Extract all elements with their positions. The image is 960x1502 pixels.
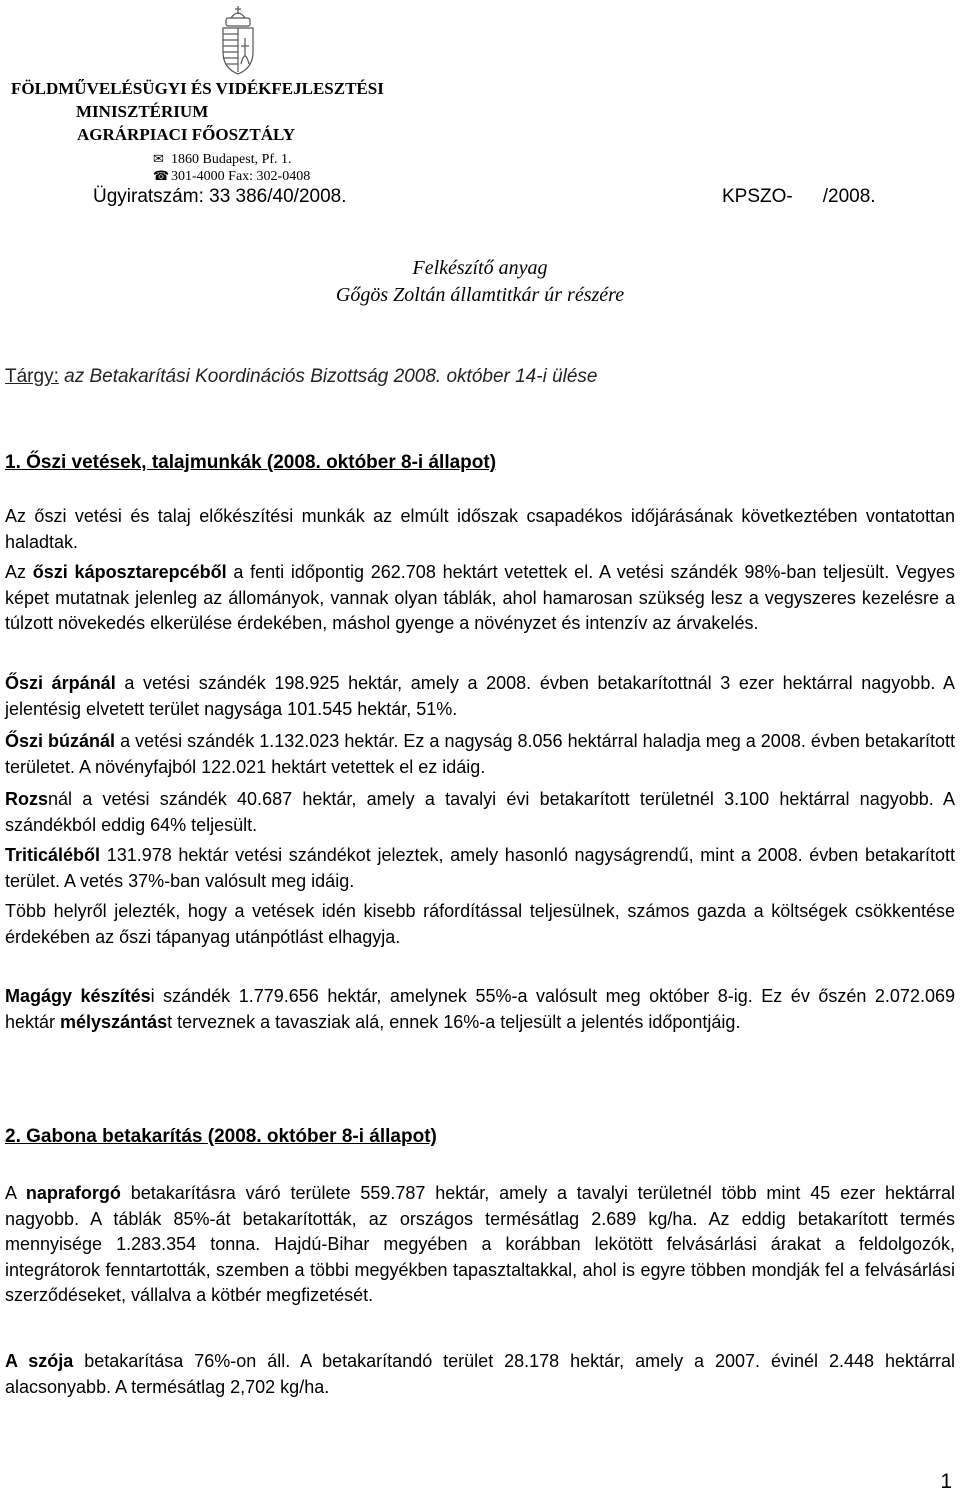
section2-paragraph1: A napraforgó betakarításra váró területe 559.787 hektár, amely a tavalyi területnél több mint 45 ezer hektárral nagyobb. A táblák 85%-át betakarították, az országos termésátlag 2.689 kg/ha. Az eddig betakarított termés mennyisége 1.283.354 tonna. Hajdú-Bihar megyében a korábban lekötött felvásárlási árakat a feldolgozók, integrátorok fenntartották, szemben a többi megyékben tapasztaltakkal, ahol is egyre többen mondják fel a felvásárlási szerződéseket, vállalva a kötbér megfizetését. [5,1183,955,1305]
department-name: AGRÁRPIACI FŐOSZTÁLY [77,125,296,144]
section1-paragraph1: Az őszi vetési és talaj előkészítési munkák az elmúlt időszak csapadékos időjárásának következtében vontatottan haladtak. [5,506,955,552]
phone-fax: ☎ 301-4000 Fax: 302-0408 [153,168,311,184]
subject-label: Tárgy: [5,366,59,387]
section1-heading: 1. Őszi vetések, talajmunkák (2008. október 8-i állapot) [5,452,497,473]
section1-paragraph5: Rozsnál a vetési szándék 40.687 hektár, amely a tavalyi évi betakarított területnél 3.100 hektárral nagyobb. A szándékból eddig 64% teljesült. [5,789,955,835]
ministry-name-line1: FÖLDMŰVELÉSÜGYI ÉS VIDÉKFEJLESZTÉSI [11,79,384,98]
document-title: Felkészítő anyag [412,257,548,279]
page-number: 1 [940,1470,952,1493]
section1-paragraph6: Triticáléből 131.978 hektár vetési szándékot jeleztek, amely hasonló nagyságrendű, mint a 2008. évben betakarított terület. A vetés 37%-ban valósult meg idáig. [5,845,955,891]
kpszo-reference: KPSZO- /2008. [722,186,876,207]
document-recipient: Gőgös Zoltán államtitkár úr részére [335,284,625,306]
section1-paragraph4: Őszi búzánál a vetési szándék 1.132.023 hektár. Ez a nagyság 8.056 hektárral haladja meg a 2008. évben betakarított területet. A növényfajból 122.021 hektárt vetettek el ez idáig. [5,731,955,777]
envelope-icon: ✉ [153,151,164,166]
subject-line: Tárgy: az Betakarítási Koordinációs Bizottság 2008. október 14-i ülése [5,366,598,387]
ministry-name-line2: MINISZTÉRIUM [76,102,209,121]
section1-paragraph2: Az őszi káposztarepcéből a fenti időpontig 262.708 hektárt vetettek el. A vetési szándék 98%-ban teljesült. Vegyes képet mutatnak jelenleg az állományok, vannak olyan táblák, ahol hamarosan szükség lesz a vegyszeres kezelésre a túlzott növekedés elkerülése érdekében, máshol gyenge a növényzet és intenzív az árvakelés. [5,562,955,633]
section2-paragraph2: A szója betakarítása 76%-on áll. A betakarítandó terület 28.178 hektár, amely a 2007. évinél 2.448 hektárral alacsonyabb. A termésátlag 2,702 kg/ha. [5,1351,955,1397]
file-number: Ügyiratszám: 33 386/40/2008. [93,186,347,207]
hungarian-coat-of-arms-icon [213,4,263,78]
section2-heading: 2. Gabona betakarítás (2008. október 8-i állapot) [5,1126,437,1147]
section1-paragraph8: Magágy készítési szándék 1.779.656 hektár, amelynek 55%-a valósult meg október 8-ig. Ez év őszén 2.072.069 hektár mélyszántást terveznek a tavasziak alá, ennek 16%-a teljesült a jelentés időpontjáig. [5,986,955,1032]
postal-address: ✉ 1860 Budapest, Pf. 1. [153,151,292,167]
section1-paragraph3: Őszi árpánál a vetési szándék 198.925 hektár, amely a 2008. évben betakarítottnál 3 ezer hektárral nagyobb. A jelentésig elvetett terület nagysága 101.545 hektár, 51%. [5,673,955,719]
telephone-icon: ☎ [153,168,170,183]
section1-paragraph7: Több helyről jelezték, hogy a vetések idén kisebb ráfordítással teljesülnek, számos gazda a költségek csökkentése érdekében az őszi tápanyag utánpótlást elhagyja. [5,901,955,947]
